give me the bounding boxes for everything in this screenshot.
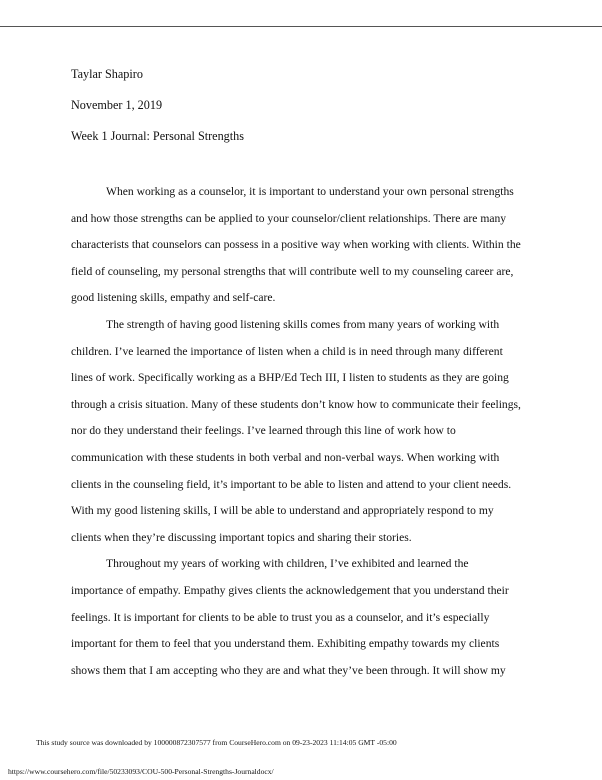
text-line: and how those strengths can be applied to your counselor/client relationships. There are many [71, 211, 507, 225]
text-line: field of counseling, my personal strengths that will contribute well to my counseling career are, [71, 264, 514, 278]
text-line: communication with these students in both verbal and non-verbal ways. When working with [71, 450, 500, 464]
text-line: important for them to feel that you understand them. Exhibiting empathy towards my clients [71, 637, 500, 651]
text-line: With my good listening skills, I will be able to understand and appropriately respond to my [71, 504, 494, 518]
top-divider [0, 26, 602, 27]
download-notice: This study source was downloaded by 100000872307577 from CourseHero.com on 09-23-2023 11:14:05 GMT -05:00 [36, 738, 397, 747]
text-line: good listening skills, empathy and self-care. [71, 291, 276, 305]
text-line: through a crisis situation. Many of these students don’t know how to communicate their feelings, [71, 397, 521, 411]
paragraph-intro [71, 179, 531, 312]
paragraph-listening [71, 312, 531, 551]
document-date: November 1, 2019 [71, 98, 163, 112]
text-line: shows them that I am accepting who they are and what they’ve been through. It will show my [71, 663, 506, 677]
text-line: importance of empathy. Empathy gives clients the acknowledgement that you understand their [71, 583, 509, 597]
document-page [71, 66, 531, 684]
text-line: clients in the counseling field, it’s important to be able to listen and attend to your client needs. [71, 477, 512, 491]
text-line: characterists that counselors can possess in a positive way when working with clients. Within the [71, 238, 521, 252]
text-line: nor do they understand their feelings. I’ve learned through this line of work how to [71, 424, 456, 438]
text-line: children. I’ve learned the importance of listen when a child is in need through many different [71, 344, 503, 358]
document-body [71, 179, 531, 684]
text-line: The strength of having good listening skills comes from many years of working with [106, 317, 500, 331]
paragraph-empathy [71, 551, 531, 684]
text-line: feelings. It is important for clients to be able to trust you as a counselor, and it’s especially [71, 610, 490, 624]
source-url[interactable]: https://www.coursehero.com/file/50233093/COU-500-Personal-Strengths-Journaldocx/ [8, 767, 274, 776]
text-line: When working as a counselor, it is important to understand your own personal strengths [106, 185, 514, 198]
text-line: lines of work. Specifically working as a BHP/Ed Tech III, I listen to students as they are going [71, 371, 509, 385]
text-line: Throughout my years of working with children, I’ve exhibited and learned the [106, 557, 469, 571]
author-name: Taylar Shapiro [71, 67, 143, 81]
document-title: Week 1 Journal: Personal Strengths [71, 129, 244, 143]
text-line: clients when they’re discussing important topics and sharing their stories. [71, 530, 412, 544]
